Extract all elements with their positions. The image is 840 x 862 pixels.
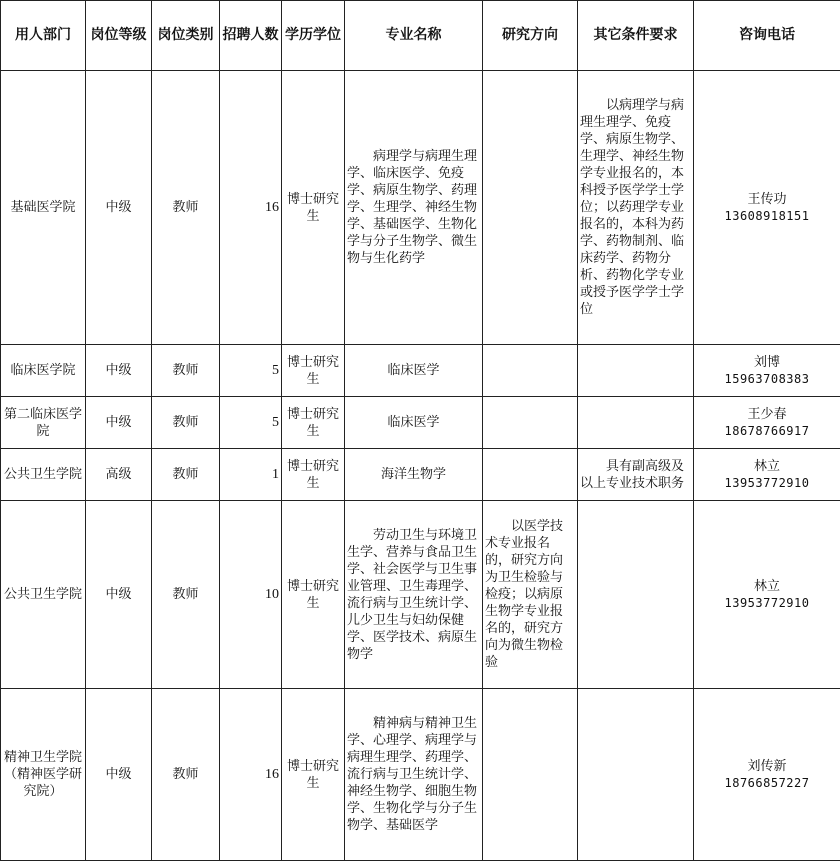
degree-cell: 博士研究生 (282, 689, 345, 861)
category-cell: 教师 (152, 689, 220, 861)
count-cell: 10 (220, 501, 282, 689)
contact-name: 林立 (753, 578, 780, 594)
grade-cell: 中级 (86, 397, 152, 449)
contact-phone: 18766857227 (724, 775, 810, 790)
header-category: 岗位类别 (152, 1, 220, 71)
major-cell: 精神病与精神卫生学、心理学、病理学与病理生理学、药理学、流行病与卫生统计学、神经生物学、细胞生物学、生物化学与分子生物学、基础医学 (345, 689, 483, 861)
table-row (1, 71, 840, 345)
header-dept: 用人部门 (1, 1, 86, 71)
table-row (1, 689, 840, 861)
other-cell (578, 397, 694, 449)
research-cell: 以医学技术专业报名的，研究方向为卫生检验与检疫；以病原生物学专业报名的，研究方向为微生物检验 (483, 501, 578, 689)
count-cell: 16 (220, 71, 282, 345)
phone-cell (694, 345, 840, 397)
dept-cell: 公共卫生学院 (1, 501, 86, 689)
table-row (1, 449, 840, 501)
count-cell: 5 (220, 397, 282, 449)
phone-cell (694, 397, 840, 449)
dept-cell: 公共卫生学院 (1, 449, 86, 501)
dept-cell: 临床医学院 (1, 345, 86, 397)
grade-cell: 中级 (86, 345, 152, 397)
dept-cell: 第二临床医学院 (1, 397, 86, 449)
dept-cell: 基础医学院 (1, 71, 86, 345)
count-cell: 5 (220, 345, 282, 397)
contact-name: 林立 (753, 458, 780, 474)
research-cell (483, 71, 578, 345)
grade-cell: 中级 (86, 501, 152, 689)
count-cell: 16 (220, 689, 282, 861)
research-cell (483, 345, 578, 397)
contact-name: 刘博 (753, 354, 780, 370)
contact-phone: 18678766917 (724, 423, 810, 438)
degree-cell: 博士研究生 (282, 71, 345, 345)
category-cell: 教师 (152, 345, 220, 397)
category-cell: 教师 (152, 501, 220, 689)
category-cell: 教师 (152, 449, 220, 501)
degree-cell: 博士研究生 (282, 449, 345, 501)
table-row (1, 397, 840, 449)
contact-name: 刘传新 (747, 758, 787, 774)
header-row (1, 1, 840, 71)
phone-cell (694, 71, 840, 345)
contact-phone: 13953772910 (724, 475, 810, 490)
major-cell: 劳动卫生与环境卫生学、营养与食品卫生学、社会医学与卫生事业管理、卫生毒理学、流行病与卫生统计学、儿少卫生与妇幼保健学、医学技术、病原生物学 (345, 501, 483, 689)
contact-phone: 13608918151 (724, 208, 810, 223)
grade-cell: 高级 (86, 449, 152, 501)
header-major: 专业名称 (345, 1, 483, 71)
other-cell (578, 689, 694, 861)
major-cell: 海洋生物学 (345, 449, 483, 501)
header-research: 研究方向 (483, 1, 578, 71)
table-row (1, 345, 840, 397)
other-cell (578, 345, 694, 397)
major-cell: 临床医学 (345, 345, 483, 397)
major-cell: 临床医学 (345, 397, 483, 449)
phone-cell (694, 449, 840, 501)
header-degree: 学历学位 (282, 1, 345, 71)
research-cell (483, 689, 578, 861)
degree-cell: 博士研究生 (282, 345, 345, 397)
grade-cell: 中级 (86, 71, 152, 345)
degree-cell: 博士研究生 (282, 501, 345, 689)
contact-phone: 15963708383 (724, 371, 810, 386)
dept-cell: 精神卫生学院（精神医学研究院） (1, 689, 86, 861)
header-count: 招聘人数 (220, 1, 282, 71)
category-cell: 教师 (152, 397, 220, 449)
other-cell (578, 501, 694, 689)
research-cell (483, 449, 578, 501)
table-row (1, 501, 840, 689)
other-cell: 以病理学与病理生理学、免疫学、病原生物学、生理学、神经生物学专业报名的，本科授予医学学士学位；以药理学专业报名的，本科为药学、药物制剂、临床药学、药物分析、药物化学专业或授予医学学士学位 (578, 71, 694, 345)
major-cell: 病理学与病理生理学、临床医学、免疫学、病原生物学、药理学、生理学、神经生物学、基础医学、生物化学与分子生物学、微生物与生化药学 (345, 71, 483, 345)
count-cell: 1 (220, 449, 282, 501)
other-cell: 具有副高级及以上专业技术职务 (578, 449, 694, 501)
category-cell: 教师 (152, 71, 220, 345)
header-other: 其它条件要求 (578, 1, 694, 71)
contact-name: 王传功 (747, 191, 787, 207)
grade-cell: 中级 (86, 689, 152, 861)
research-cell (483, 397, 578, 449)
header-grade: 岗位等级 (86, 1, 152, 71)
header-phone: 咨询电话 (694, 1, 840, 71)
phone-cell (694, 689, 840, 861)
phone-cell (694, 501, 840, 689)
contact-name: 王少春 (747, 406, 787, 422)
degree-cell: 博士研究生 (282, 397, 345, 449)
contact-phone: 13953772910 (724, 595, 810, 610)
